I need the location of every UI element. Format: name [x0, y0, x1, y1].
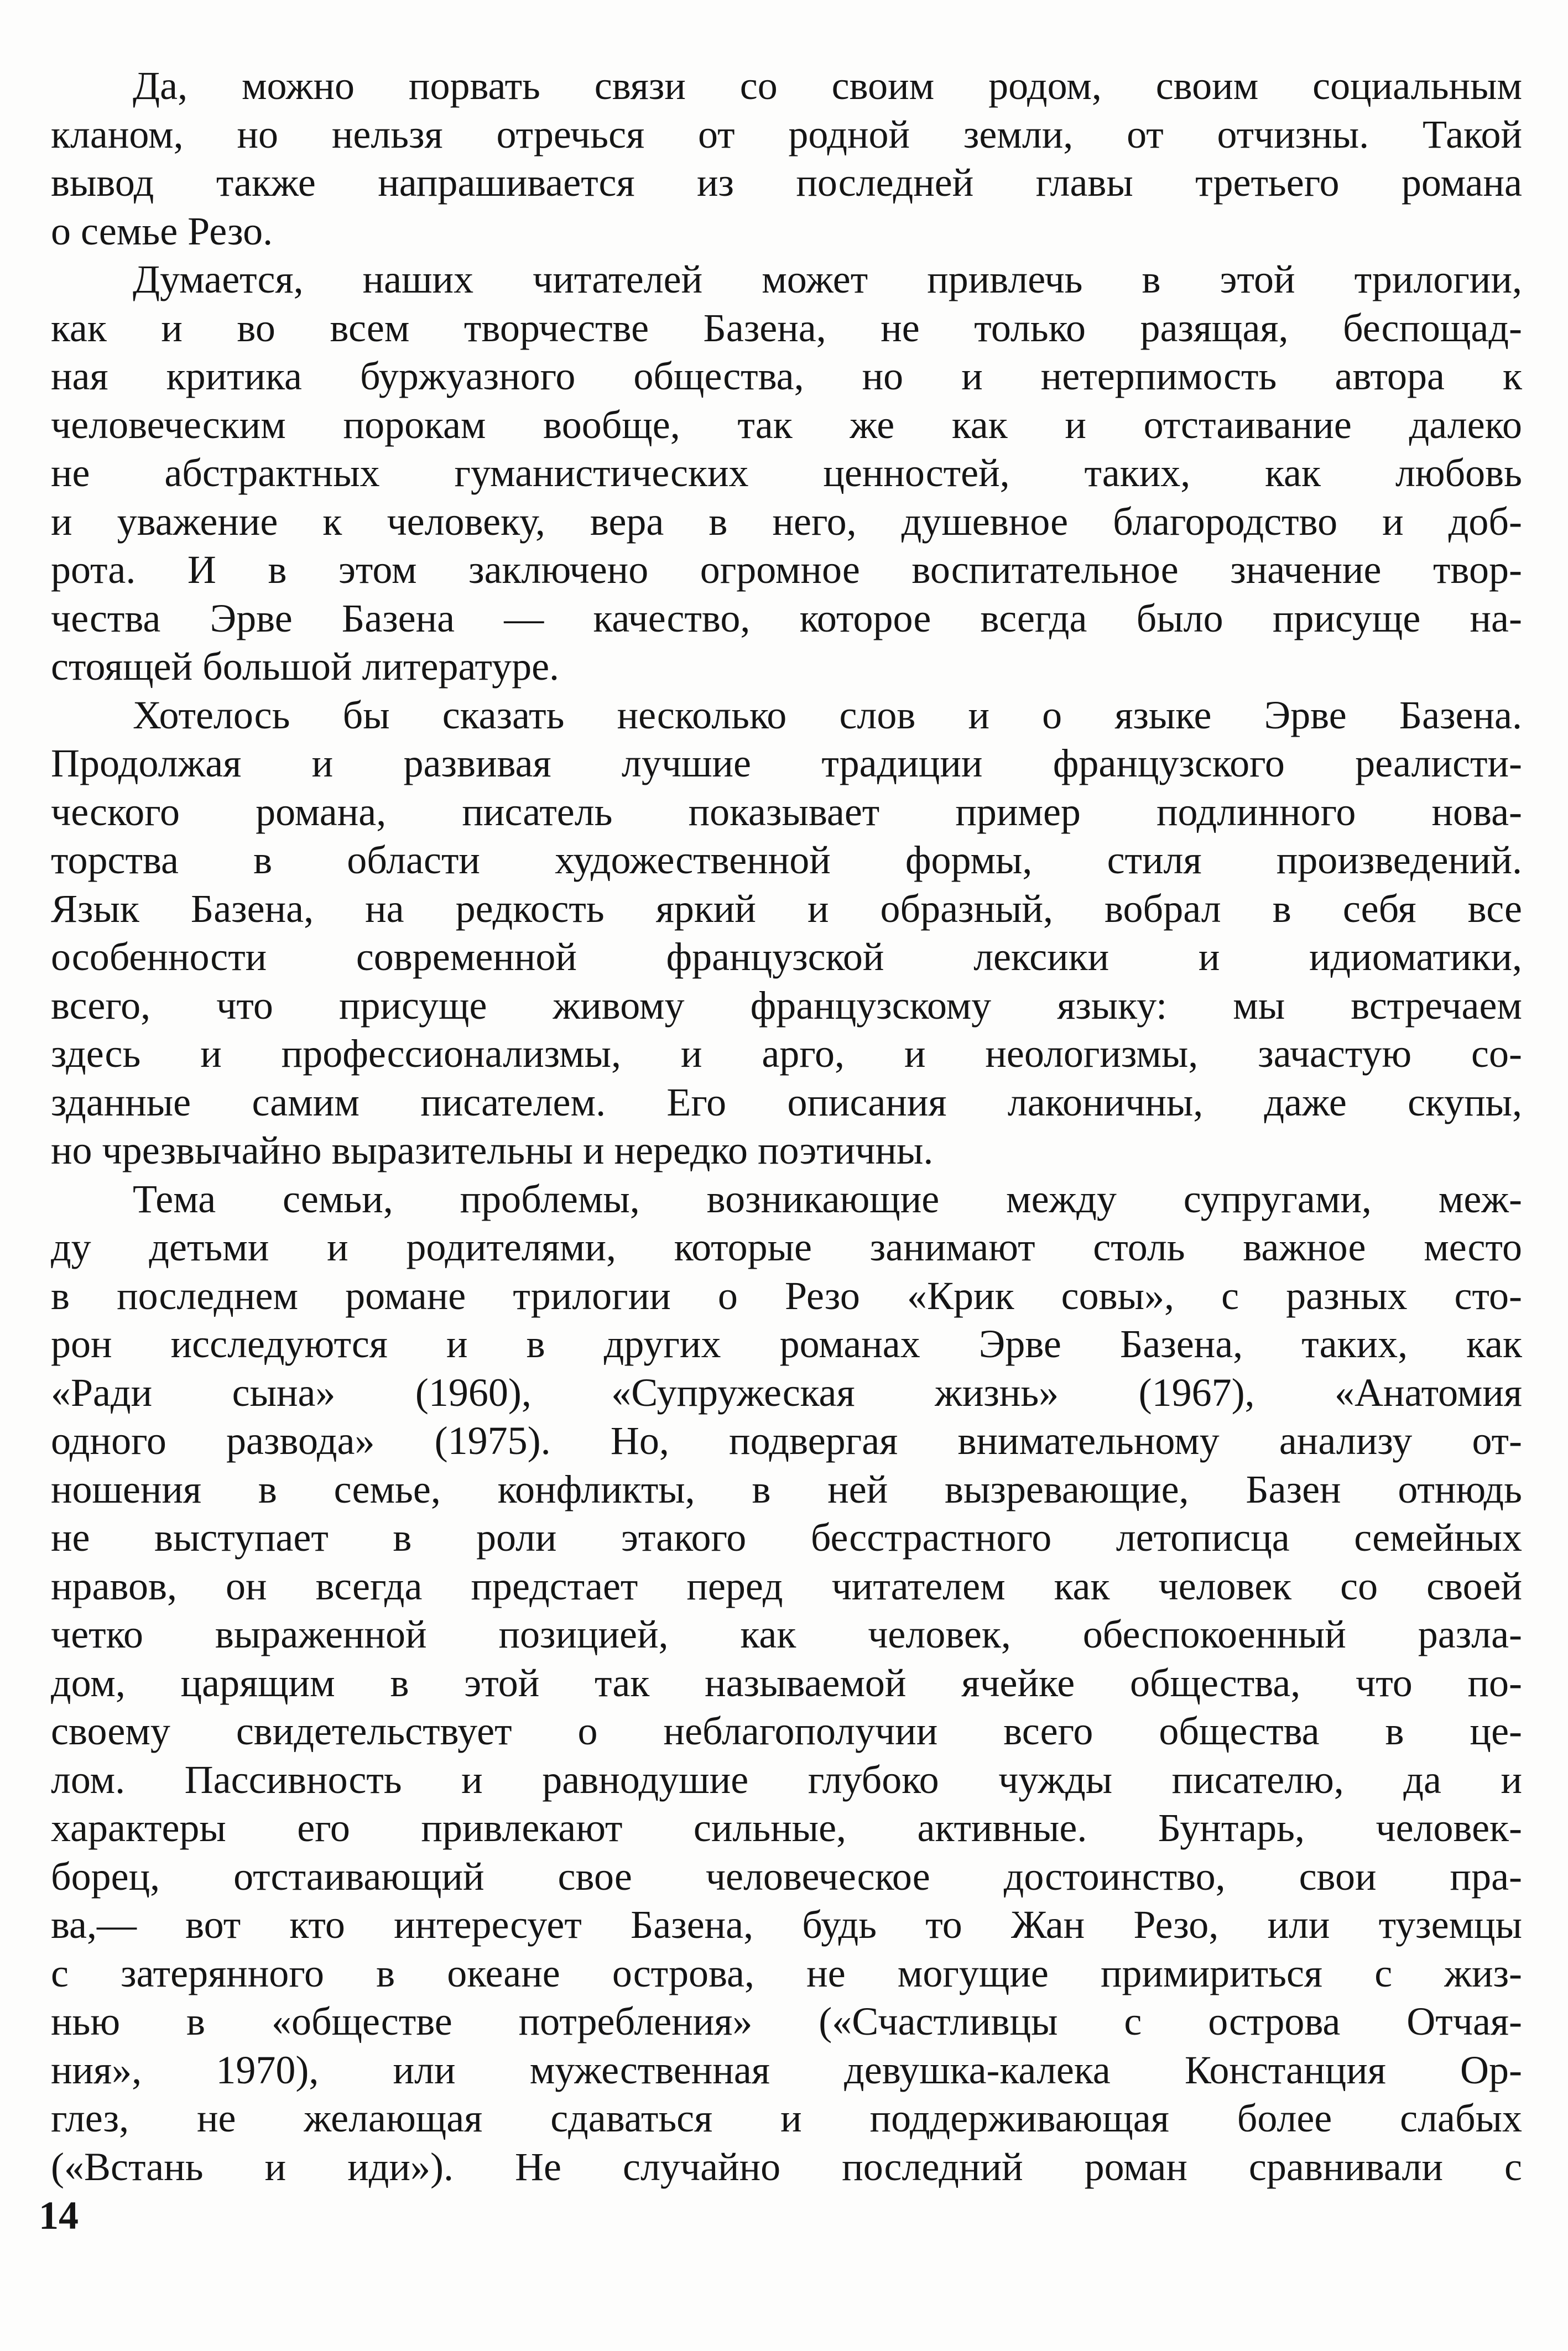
text-line: с затерянного в океане острова, не могущие примириться с жиз- — [51, 1951, 1522, 1995]
text-line: Думается, наших читателей может привлечь в этой трилогии, — [133, 257, 1522, 301]
text-line: Хотелось бы сказать несколько слов и о языке Эрве Базена. — [133, 692, 1522, 737]
text-line: своему свидетельствует о неблагополучии всего общества в це- — [51, 1709, 1522, 1753]
text-line: нью в «обществе потребления» («Счастливцы с острова Отчая- — [51, 1999, 1522, 2044]
text-line: всего, что присуще живому французскому языку: мы встречаем — [51, 983, 1522, 1028]
text-line: нравов, он всегда предстает перед читателем как человек со своей — [51, 1563, 1522, 1608]
text-line: особенности современной французской лексики и идиоматики, — [51, 935, 1522, 979]
text-line: вывод также напрашивается из последней главы третьего романа — [51, 160, 1522, 205]
text-line: но чрезвычайно выразительны и нередко поэтичны. — [51, 1128, 934, 1172]
text-line: о семье Резо. — [51, 208, 273, 253]
text-line: Да, можно порвать связи со своим родом, своим социальным — [133, 64, 1522, 108]
text-line: торства в области художественной формы, стиля произведений. — [51, 838, 1522, 882]
text-line: рота. И в этом заключено огромное воспитательное значение твор- — [51, 548, 1522, 592]
paragraph — [51, 62, 1522, 256]
text-line: здесь и профессионализмы, и арго, и неологизмы, зачастую со- — [51, 1031, 1522, 1076]
text-line: характеры его привлекают сильные, активные. Бунтарь, человек- — [51, 1806, 1522, 1850]
text-line: не абстрактных гуманистических ценностей, таких, как любовь — [51, 451, 1522, 495]
body-text — [51, 62, 1522, 2191]
text-line: дом, царящим в этой так называемой ячейке общества, что по- — [51, 1660, 1522, 1705]
text-line: стоящей большой литературе. — [51, 644, 560, 689]
text-line: зданные самим писателем. Его описания лаконичны, даже скупы, — [51, 1080, 1522, 1124]
text-line: человеческим порокам вообще, так же как и отстаивание далеко — [51, 402, 1522, 447]
text-line: рон исследуются и в других романах Эрве Базена, таких, как — [51, 1322, 1522, 1366]
text-line: Продолжая и развивая лучшие традиции французского реалисти- — [51, 741, 1522, 785]
text-line: глез, не желающая сдаваться и поддерживающая более слабых — [51, 2096, 1522, 2140]
text-line: борец, отстаивающий свое человеческое достоинство, свои пра- — [51, 1854, 1522, 1899]
text-line: ношения в семье, конфликты, в ней вызревающие, Базен отнюдь — [51, 1467, 1522, 1511]
text-line: ческого романа, писатель показывает пример подлинного нова- — [51, 789, 1522, 834]
text-line: в последнем романе трилогии о Резо «Крик совы», с разных сто- — [51, 1273, 1522, 1318]
text-line: ва,— вот кто интересует Базена, будь то Жан Резо, или туземцы — [51, 1902, 1522, 1947]
text-line: одного развода» (1975). Но, подвергая внимательному анализу от- — [51, 1419, 1522, 1463]
paragraph — [51, 691, 1522, 1175]
paragraph — [51, 1175, 1522, 2192]
text-line: Язык Базена, на редкость яркий и образный, вобрал в себя все — [51, 886, 1522, 931]
text-line: четко выраженной позицией, как человек, обеспокоенный разла- — [51, 1612, 1522, 1656]
text-line: Тема семьи, проблемы, возникающие между супругами, меж- — [133, 1176, 1522, 1221]
text-line: как и во всем творчестве Базена, не только разящая, беспощад- — [51, 305, 1522, 350]
text-line: ду детьми и родителями, которые занимают столь важное место — [51, 1225, 1522, 1269]
paragraph — [51, 256, 1522, 691]
text-line: и уважение к человеку, вера в него, душевное благородство и доб- — [51, 499, 1522, 544]
text-line: не выступает в роли этакого бесстрастного летописца семейных — [51, 1515, 1522, 1560]
text-line: лом. Пассивность и равнодушие глубоко чужды писателю, да и — [51, 1757, 1522, 1802]
text-line: ная критика буржуазного общества, но и нетерпимость автора к — [51, 354, 1522, 398]
page-number: 14 — [39, 2193, 79, 2238]
text-line: «Ради сына» (1960), «Супружеская жизнь» (1967), «Анатомия — [51, 1370, 1522, 1415]
text-line: чества Эрве Базена — качество, которое всегда было присуще на- — [51, 596, 1522, 640]
text-line: кланом, но нельзя отречься от родной земли, от отчизны. Такой — [51, 112, 1522, 157]
text-line: ния», 1970), или мужественная девушка-калека Констанция Ор- — [51, 2047, 1522, 2092]
text-line: («Встань и иди»). Не случайно последний роман сравнивали с — [51, 2144, 1522, 2189]
